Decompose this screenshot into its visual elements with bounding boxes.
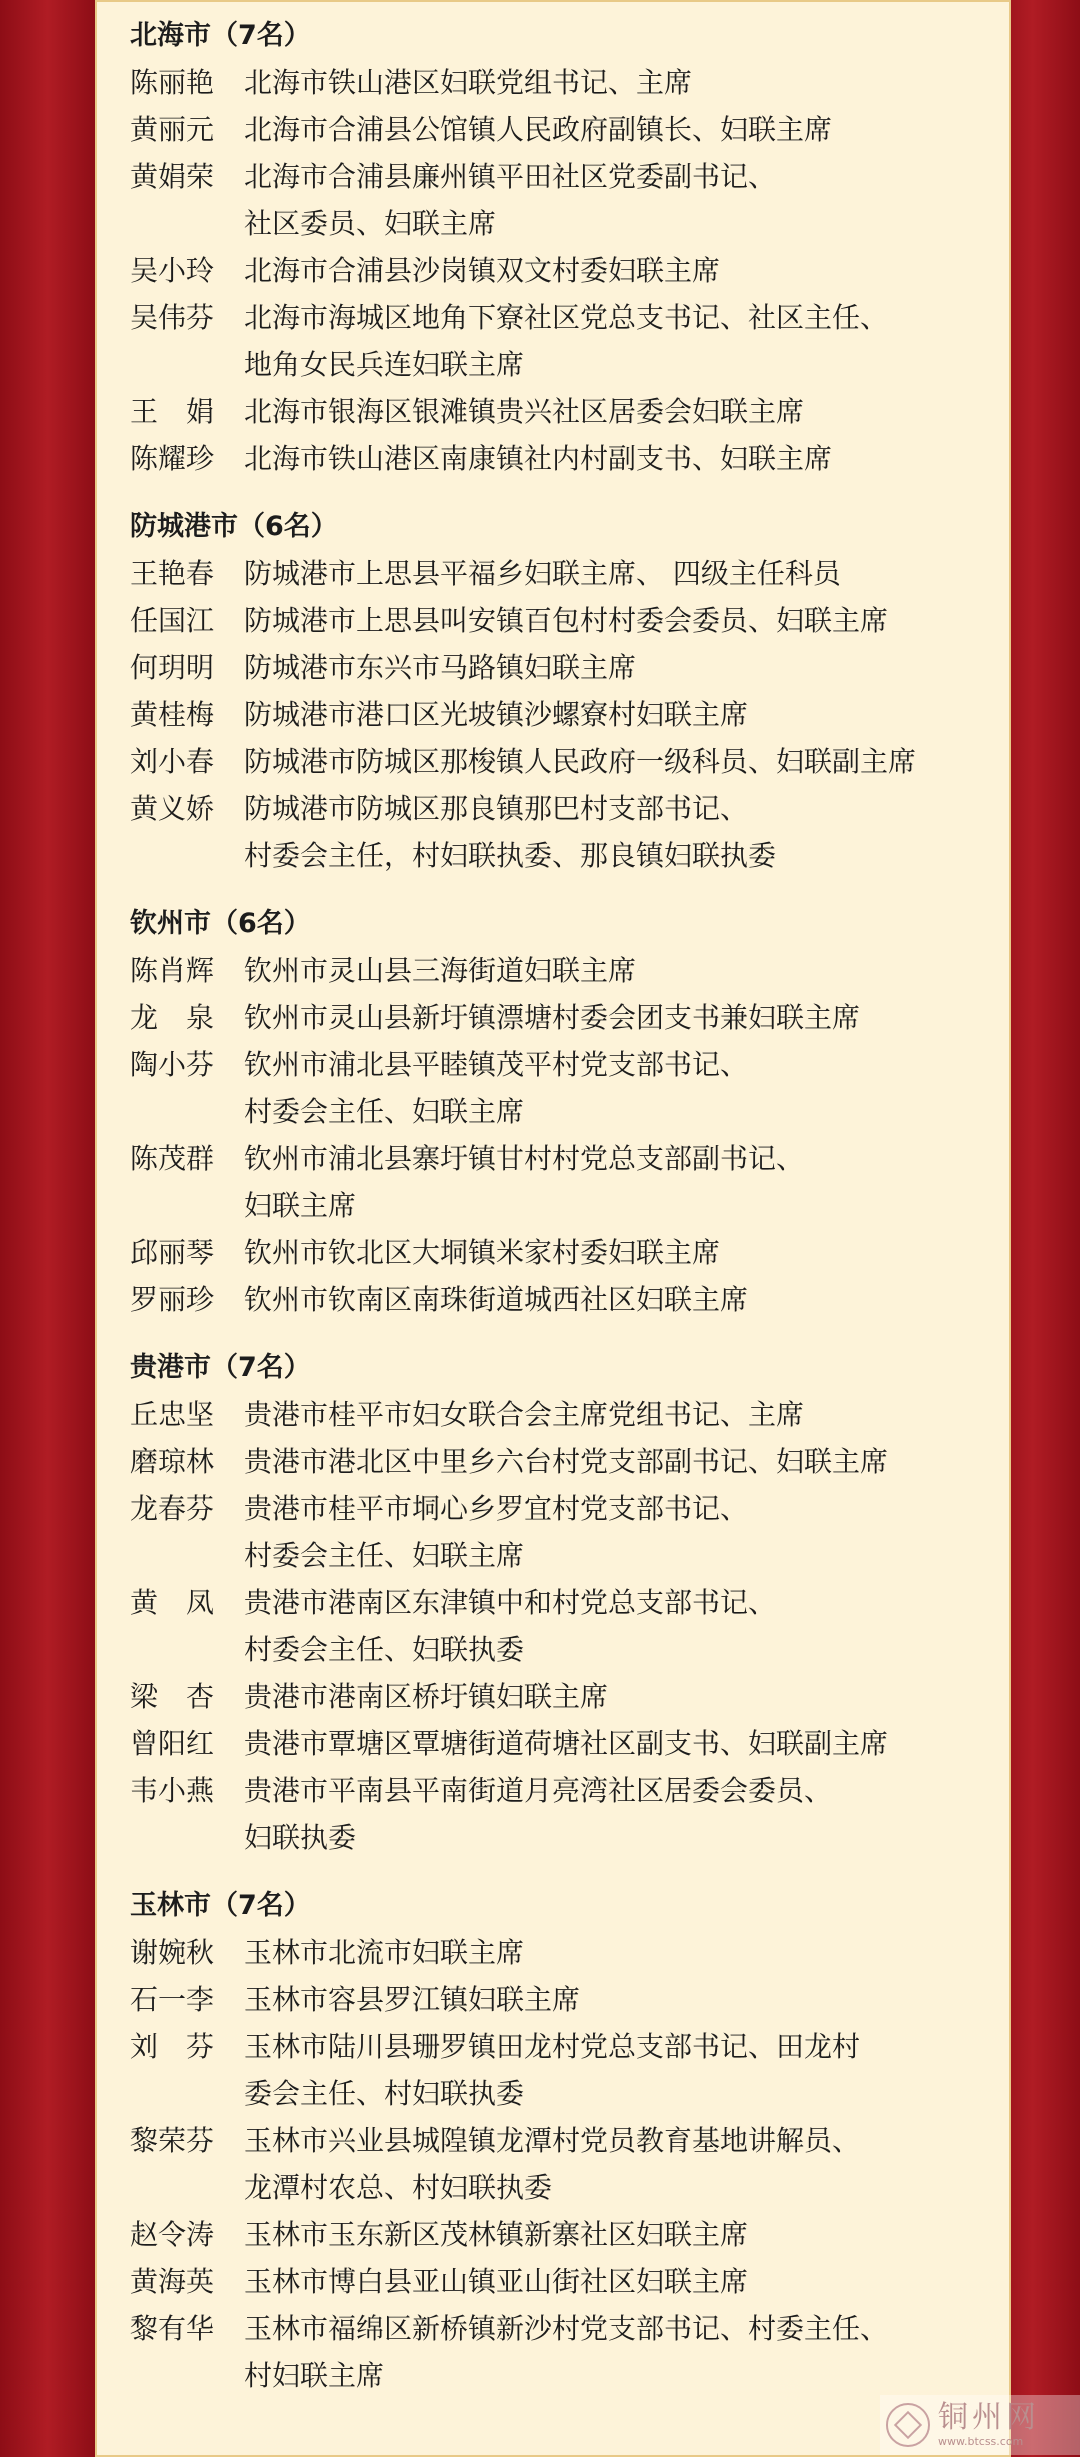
person-role [244, 1229, 1000, 1276]
role-line: 玉林市博白县亚山镇亚山街社区妇联主席 [244, 2265, 749, 2298]
list-item [130, 947, 1000, 994]
city-section [130, 1882, 1000, 2399]
role-line: 贵港市港北区中里乡六台村党支部副书记、妇联主席 [244, 1445, 889, 1478]
role-line: 北海市合浦县公馆镇人民政府副镇长、妇联主席 [244, 113, 833, 146]
person-role [244, 435, 1000, 482]
role-line: 防城港市东兴市马路镇妇联主席 [244, 651, 637, 684]
role-line: 防城港市港口区光坡镇沙螺寮村妇联主席 [244, 698, 749, 731]
list-item [130, 1135, 1000, 1229]
list-item [130, 59, 1000, 106]
city-section [130, 503, 1000, 879]
person-role [244, 597, 1000, 644]
person-role [244, 644, 1000, 691]
person-name: 吴伟芬 [130, 301, 215, 334]
person-name: 王 娟 [130, 395, 215, 428]
list-item [130, 691, 1000, 738]
person-name: 刘 芬 [130, 2030, 215, 2063]
role-line: 村委会主任、妇联执委 [244, 1633, 525, 1666]
list-item [130, 2023, 1000, 2117]
list-item [130, 1929, 1000, 1976]
person-role [244, 994, 1000, 1041]
person-role [244, 1041, 1000, 1135]
person-name: 黄海英 [130, 2265, 215, 2298]
person-role [244, 785, 1000, 879]
role-line: 钦州市浦北县平睦镇茂平村党支部书记、 [244, 1048, 749, 1081]
role-line: 钦州市钦南区南珠街道城西社区妇联主席 [244, 1283, 749, 1316]
person-name: 韦小燕 [130, 1774, 215, 1807]
list-item [130, 294, 1000, 388]
person-name: 何玥明 [130, 651, 215, 684]
person-role [244, 2023, 1000, 2117]
role-line: 玉林市北流市妇联主席 [244, 1936, 525, 1969]
person-name: 黄 凤 [130, 1586, 215, 1619]
list-item [130, 1976, 1000, 2023]
person-role [244, 947, 1000, 994]
role-line: 北海市铁山港区妇联党组书记、主席 [244, 66, 693, 99]
list-item [130, 1720, 1000, 1767]
person-role [244, 2211, 1000, 2258]
role-line: 玉林市玉东新区茂林镇新寨社区妇联主席 [244, 2218, 749, 2251]
list-item [130, 153, 1000, 247]
person-role [244, 1767, 1000, 1861]
role-line: 龙潭村农总、村妇联执委 [244, 2171, 553, 2204]
role-line: 防城港市上思县叫安镇百包村村委会委员、妇联主席 [244, 604, 889, 637]
list-item [130, 738, 1000, 785]
role-line: 北海市铁山港区南康镇社内村副支书、妇联主席 [244, 442, 833, 475]
person-name: 黄娟荣 [130, 160, 215, 193]
list-item [130, 2305, 1000, 2399]
role-line: 贵港市港南区桥圩镇妇联主席 [244, 1680, 609, 1713]
role-line: 妇联执委 [244, 1821, 357, 1854]
person-name: 谢婉秋 [130, 1936, 215, 1969]
role-line: 社区委员、妇联主席 [244, 207, 497, 240]
section-title: 防城港市（6名） [130, 511, 338, 542]
watermark-name: 铜州网 [938, 2400, 1040, 2435]
person-role [244, 738, 1000, 785]
list-item [130, 597, 1000, 644]
person-role [244, 550, 1000, 597]
list-item [130, 1438, 1000, 1485]
role-line: 玉林市兴业县城隍镇龙潭村党员教育基地讲解员、 [244, 2124, 861, 2157]
list-item [130, 550, 1000, 597]
person-name: 黄丽元 [130, 113, 215, 146]
person-name: 黄义娇 [130, 792, 215, 825]
person-role [244, 1276, 1000, 1323]
person-name: 罗丽珍 [130, 1283, 215, 1316]
person-name: 磨琼林 [130, 1445, 215, 1478]
role-line: 防城港市防城区那良镇那巴村支部书记、 [244, 792, 749, 825]
city-section [130, 900, 1000, 1323]
role-line: 钦州市钦北区大垌镇米家村委妇联主席 [244, 1236, 721, 1269]
list-item [130, 1767, 1000, 1861]
role-line: 北海市合浦县沙岗镇双文村委妇联主席 [244, 254, 721, 287]
person-name: 丘忠坚 [130, 1398, 215, 1431]
person-role [244, 2117, 1000, 2211]
list-item [130, 1673, 1000, 1720]
section-title: 钦州市（6名） [130, 908, 311, 939]
list-item [130, 388, 1000, 435]
person-role [244, 1485, 1000, 1579]
person-role [244, 247, 1000, 294]
person-role [244, 106, 1000, 153]
role-line: 钦州市灵山县三海街道妇联主席 [244, 954, 637, 987]
person-name: 黎有华 [130, 2312, 215, 2345]
role-line: 村妇联主席 [244, 2359, 385, 2392]
role-line: 玉林市容县罗江镇妇联主席 [244, 1983, 581, 2016]
role-line: 妇联主席 [244, 1189, 357, 1222]
list-item [130, 785, 1000, 879]
role-line: 贵港市港南区东津镇中和村党总支部书记、 [244, 1586, 777, 1619]
role-line: 委会主任、村妇联执委 [244, 2077, 525, 2110]
role-line: 北海市合浦县廉州镇平田社区党委副书记、 [244, 160, 777, 193]
person-role [244, 1673, 1000, 1720]
list-item [130, 1041, 1000, 1135]
scroll-panel [95, 0, 1011, 2457]
list-item [130, 1391, 1000, 1438]
role-line: 玉林市陆川县珊罗镇田龙村党总支部书记、田龙村 [244, 2030, 861, 2063]
list-item [130, 247, 1000, 294]
person-name: 王艳春 [130, 557, 215, 590]
section-title: 北海市（7名） [130, 20, 311, 51]
section-title: 玉林市（7名） [130, 1890, 311, 1921]
role-line: 北海市银海区银滩镇贵兴社区居委会妇联主席 [244, 395, 805, 428]
role-line: 村委会主任，村妇联执委、那良镇妇联执委 [244, 839, 777, 872]
role-line: 村委会主任、妇联主席 [244, 1095, 525, 1128]
role-line: 贵港市平南县平南街道月亮湾社区居委会委员、 [244, 1774, 833, 1807]
role-line: 防城港市上思县平福乡妇联主席、 四级主任科员 [244, 557, 841, 590]
person-role [244, 294, 1000, 388]
watermark-logo-icon [886, 2403, 930, 2447]
person-role [244, 1391, 1000, 1438]
person-role [244, 2258, 1000, 2305]
person-role [244, 1720, 1000, 1767]
person-name: 黄桂梅 [130, 698, 215, 731]
person-name: 石一李 [130, 1983, 215, 2016]
role-line: 玉林市福绵区新桥镇新沙村党支部书记、村委主任、 [244, 2312, 889, 2345]
person-name: 邱丽琴 [130, 1236, 215, 1269]
list-item [130, 2258, 1000, 2305]
role-line: 钦州市浦北县寨圩镇甘村村党总支部副书记、 [244, 1142, 805, 1175]
list-item [130, 435, 1000, 482]
person-role [244, 1929, 1000, 1976]
person-role [244, 1976, 1000, 2023]
person-name: 任国江 [130, 604, 215, 637]
role-line: 北海市海城区地角下寮社区党总支书记、社区主任、 [244, 301, 889, 334]
list-item [130, 994, 1000, 1041]
person-name: 陈耀珍 [130, 442, 215, 475]
person-name: 陈茂群 [130, 1142, 215, 1175]
list-item [130, 106, 1000, 153]
person-name: 龙春芬 [130, 1492, 215, 1525]
person-name: 陈肖辉 [130, 954, 215, 987]
role-line: 钦州市灵山县新圩镇漂塘村委会团支书兼妇联主席 [244, 1001, 861, 1034]
person-role [244, 1579, 1000, 1673]
list-item [130, 1276, 1000, 1323]
person-role [244, 388, 1000, 435]
role-line: 贵港市覃塘区覃塘街道荷塘社区副支书、妇联副主席 [244, 1727, 889, 1760]
person-role [244, 691, 1000, 738]
person-role [244, 59, 1000, 106]
person-name: 赵令涛 [130, 2218, 215, 2251]
role-line: 地角女民兵连妇联主席 [244, 348, 525, 381]
city-section [130, 12, 1000, 482]
role-line: 防城港市防城区那梭镇人民政府一级科员、妇联副主席 [244, 745, 917, 778]
person-role [244, 1438, 1000, 1485]
role-line: 贵港市桂平市垌心乡罗宜村党支部书记、 [244, 1492, 749, 1525]
list-item [130, 644, 1000, 691]
list-item [130, 1579, 1000, 1673]
left-border [0, 0, 95, 2457]
person-role [244, 153, 1000, 247]
person-name: 黎荣芬 [130, 2124, 215, 2157]
list-item [130, 2211, 1000, 2258]
list-item [130, 2117, 1000, 2211]
person-role [244, 1135, 1000, 1229]
city-section [130, 1344, 1000, 1861]
list-item [130, 1485, 1000, 1579]
person-name: 陶小芬 [130, 1048, 215, 1081]
watermark [880, 2395, 1080, 2455]
section-title: 贵港市（7名） [130, 1352, 311, 1383]
person-name: 梁 杏 [130, 1680, 215, 1713]
person-name: 刘小春 [130, 745, 215, 778]
watermark-url: www.btcss.com [938, 2435, 1024, 2448]
person-name: 陈丽艳 [130, 66, 215, 99]
role-line: 村委会主任、妇联主席 [244, 1539, 525, 1572]
list-item [130, 1229, 1000, 1276]
role-line: 贵港市桂平市妇女联合会主席党组书记、主席 [244, 1398, 805, 1431]
person-role [244, 2305, 1000, 2399]
person-name: 龙 泉 [130, 1001, 215, 1034]
person-name: 曾阳红 [130, 1727, 215, 1760]
person-name: 吴小玲 [130, 254, 215, 287]
roster-list [130, 0, 1000, 2399]
